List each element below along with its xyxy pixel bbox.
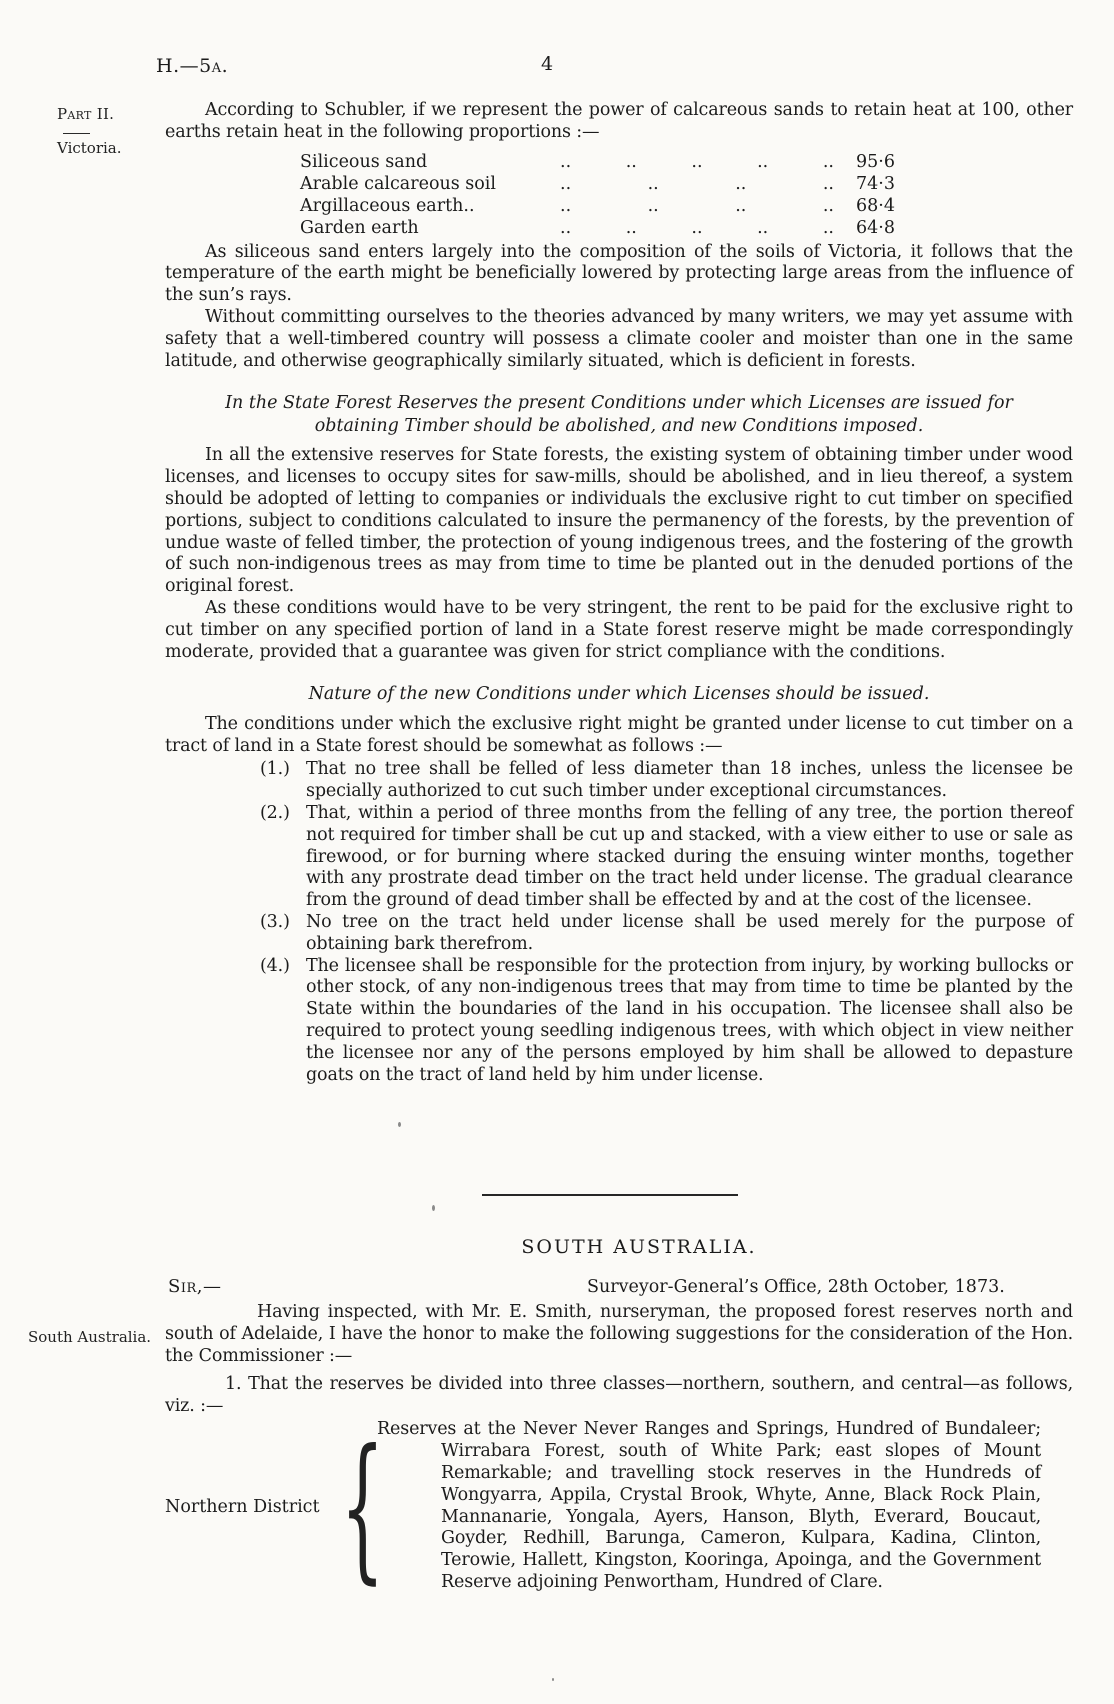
section-divider-rule <box>482 1194 738 1196</box>
row-value: 68·4 <box>856 195 895 216</box>
dot-leader-group: .. <box>560 151 572 172</box>
dot-leader-group: .. <box>757 151 769 172</box>
margin-note-rule <box>63 133 90 134</box>
scan-speck <box>398 1122 401 1127</box>
dot-leader-group: .. <box>822 151 834 172</box>
dot-leader-group: .. <box>560 173 572 194</box>
dot-leaders <box>552 196 856 216</box>
row-label: Argillaceous earth.. <box>300 195 475 216</box>
dot-leaders <box>552 152 856 172</box>
conditions-list <box>260 759 1073 1086</box>
table-row <box>300 196 908 218</box>
paragraph-conditions-intro: The conditions under which the exclusive right might be granted under license to cut timber on a tract of land in a State forest should be somewhat as follows :— <box>165 713 1073 756</box>
paragraph-schubler: According to Schubler, if we represent the power of calcareous sands to retain heat at 100, other earths retain heat in the following proportions :— <box>165 100 1073 142</box>
dot-leader-group: .. <box>647 173 659 194</box>
item-number: (4.) <box>260 955 290 976</box>
dot-leaders <box>552 174 856 194</box>
salutation-row <box>165 1276 1073 1298</box>
heat-proportions-table <box>300 152 908 240</box>
dot-leader-group: .. <box>735 173 747 194</box>
table-row <box>300 218 908 240</box>
document-reference: H.—5a. <box>156 55 229 77</box>
row-value: 74·3 <box>856 173 895 194</box>
row-label: Arable calcareous soil <box>300 173 497 194</box>
paragraph-having-inspected: Having inspected, with Mr. E. Smith, nurseryman, the proposed forest reserves north and south of Adelaide, I have the honor to make the following suggestions for the consideration of the Hon. the Commissioner :— <box>165 1302 1073 1366</box>
table-row <box>300 174 908 196</box>
district-reserves-text: Reserves at the Never Never Ranges and Springs, Hundred of Bundaleer; Wirrabara Forest, south of White Park; east slopes of Mount Remarkable; and travelling stock reserves in the Hundreds of Wongyarra, Appila, Crystal Brook, Whyte, Anne, Black Rock Plain, Mannanarie, Yongala, Ayers, Hanson, Blyth, Everard, Boucaut, Goyder, Redhill, Barunga, Cameron, Kulpara, Kadina, Clinton, Terowie, Hallett, Kingston, Kooringa, Apoinga, and the Government Reserve adjoining Penwortham, Hundred of Clare. <box>377 1419 1041 1592</box>
item-number: (2.) <box>260 803 290 824</box>
dot-leader-group: .. <box>822 173 834 194</box>
list-item <box>260 912 1073 956</box>
heading-abolish-licenses: In the State Forest Reserves the present Conditions under which Licenses are issued for obtaining Timber should be abolished, and new Conditions imposed. <box>225 393 1013 436</box>
page-number: 4 <box>541 53 554 75</box>
row-value: 95·6 <box>856 151 895 172</box>
scan-speck <box>432 1205 435 1211</box>
body-column <box>165 100 1073 1598</box>
row-label: Siliceous sand <box>300 151 428 172</box>
list-item <box>260 956 1073 1087</box>
dot-leader-group: .. <box>691 217 703 238</box>
margin-note-south-australia: South Australia. <box>28 1328 152 1346</box>
dot-leaders <box>552 218 856 238</box>
item-number: (3.) <box>260 912 290 933</box>
margin-note-victoria: Victoria. <box>57 139 122 157</box>
paragraph-three-classes: 1. That the reserves be divided into three classes—northern, southern, and central—as follows, viz. :— <box>165 1373 1073 1416</box>
dot-leader-group: .. <box>625 151 637 172</box>
paragraph-without-committing: Without committing ourselves to the theories advanced by many writers, we may yet assume with safety that a well-timbered country will possess a climate cooler and moister than one in the same latitude, and otherwise geographically similarly situated, which is deficient in forests. <box>165 306 1073 371</box>
paragraph-extensive-reserves: In all the extensive reserves for State forests, the existing system of obtaining timber under wood licenses, and licenses to occupy sites for saw-mills, should be abolished, and in lieu thereof, a system should be adopted of letting to companies or individuals the exclusive right to cut timber on specified portions, subject to conditions calculated to insure the permanency of the forests, by the prevention of undue waste of felled timber, the protection of young indigenous trees, and the fostering of the growth of such non-indigenous trees as may from time to time be planted out in the denuded portions of the original forest. <box>165 445 1073 597</box>
heading-nature-of-conditions: Nature of the new Conditions under which Licenses should be issued. <box>308 684 930 705</box>
list-item <box>260 759 1073 803</box>
item-text: That no tree shall be felled of less diameter than 18 inches, unless the licensee be specially authorized to cut such timber under exceptional circumstances. <box>306 759 1073 802</box>
dot-leader-group: .. <box>647 195 659 216</box>
row-value: 64·8 <box>856 217 895 238</box>
scan-speck <box>552 1678 554 1681</box>
dot-leader-group: .. <box>822 195 834 216</box>
dot-leader-group: .. <box>735 195 747 216</box>
south-australia-heading: SOUTH AUSTRALIA. <box>521 1236 757 1259</box>
salutation: Sir,— <box>168 1276 222 1298</box>
row-label: Garden earth <box>300 217 419 238</box>
margin-note-part: Part II. <box>57 105 115 123</box>
item-number: (1.) <box>260 759 290 780</box>
curly-brace-glyph: { <box>339 1415 385 1598</box>
item-text: The licensee shall be responsible for the protection from injury, by working bullocks or other stock, of any non-indigenous trees that may from time to time be planted by the State within the boundaries of the land in his occupation. The licensee shall also be required to protect young seedling indigenous trees, with which object in view neither the licensee nor any of the persons employed by him shall be allowed to depasture goats on the tract of land held by him under license. <box>306 955 1073 1085</box>
office-date-line: Surveyor-General’s Office, 28th October, 1873. <box>587 1277 1005 1298</box>
paragraph-siliceous-sand: As siliceous sand enters largely into the composition of the soils of Victoria, it follows that the temperature of the earth might be beneficially lowered by protecting large areas from the influence of the sun’s rays. <box>165 241 1073 306</box>
northern-district-block <box>165 1415 1073 1598</box>
dot-leader-group: .. <box>560 217 572 238</box>
paragraph-stringent-conditions: As these conditions would have to be very stringent, the rent to be paid for the exclusive right to cut timber on any specified portion of land in a State forest reserve might be made correspondingly moderate, provided that a guarantee was given for strict compliance with the conditions. <box>165 597 1073 662</box>
list-item <box>260 803 1073 912</box>
dot-leader-group: .. <box>757 217 769 238</box>
dot-leader-group: .. <box>691 151 703 172</box>
dot-leader-group: .. <box>560 195 572 216</box>
table-row <box>300 152 908 174</box>
dot-leader-group: .. <box>822 217 834 238</box>
dot-leader-group: .. <box>625 217 637 238</box>
item-text: That, within a period of three months from the felling of any tree, the portion thereof not required for timber shall be cut up and stacked, with a view either to use or sale as firewood, or for burning where stacked during the ensuing winter months, together with any prostrate dead timber on the tract held under license. The gradual clearance from the ground of dead timber shall be effected by and at the cost of the licensee. <box>306 803 1073 911</box>
district-label: Northern District <box>165 1496 320 1517</box>
item-text: No tree on the tract held under license shall be used merely for the purpose of obtaining bark therefrom. <box>306 912 1073 954</box>
